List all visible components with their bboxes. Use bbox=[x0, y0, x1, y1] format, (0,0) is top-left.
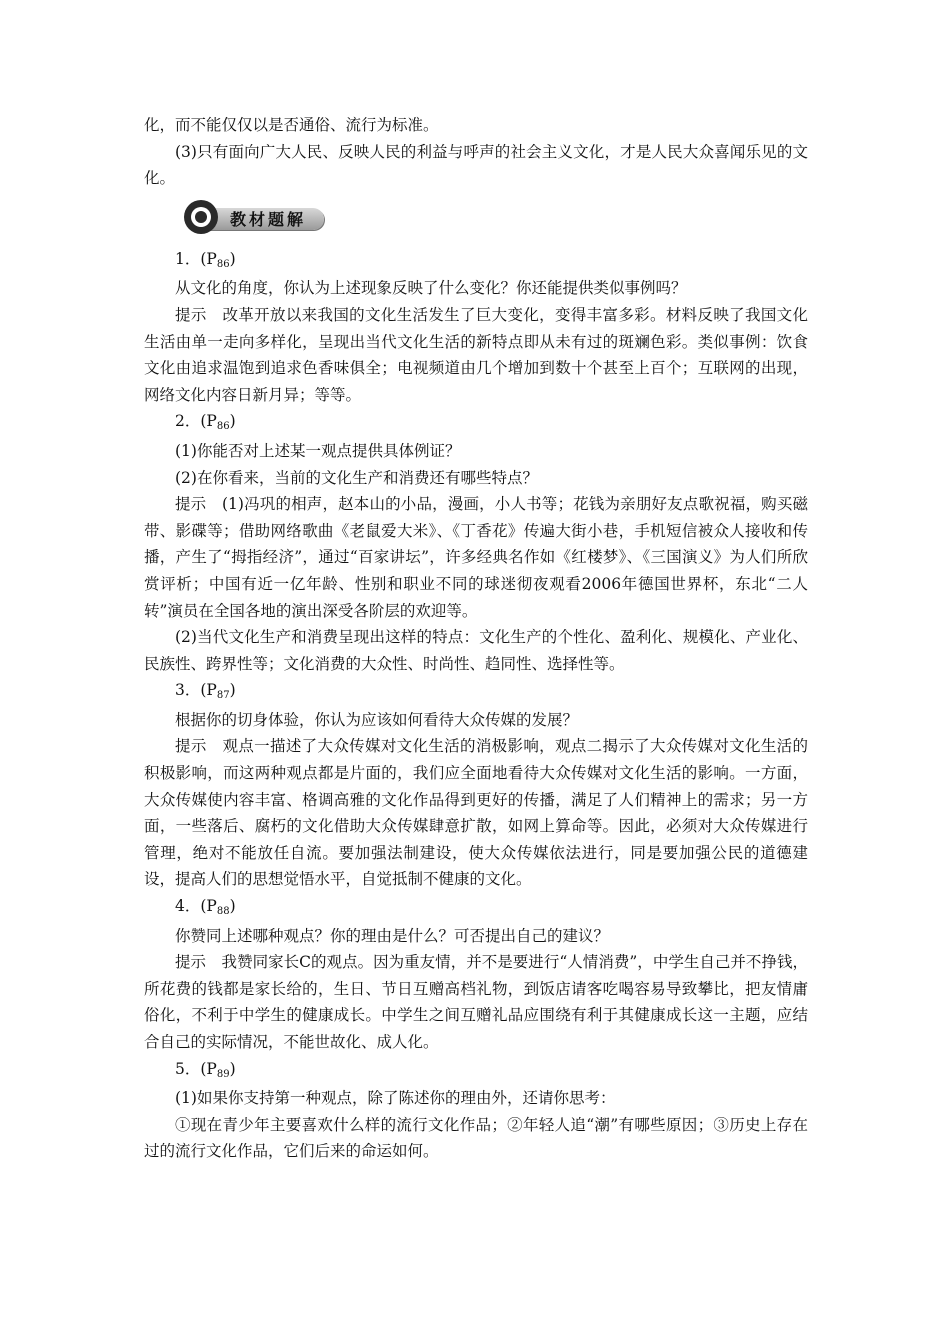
question-4-answer: 提示 我赞同家长C的观点。因为重友情，并不是要进行“人情消费”，中学生自己并不挣钱，所花费的钱都是家长给的，生日、节日互赠高档礼物，到饭店请客吃喝容易导致攀比，把友情庸俗化，不利于中学生的健康成长。中学生之间互赠礼品应围绕有利于其健康成长这一主题，应结合自己的实际情况，不能世故化、成人化。 bbox=[144, 953, 808, 1051]
question-3-text: 根据你的切身体验，你认为应该如何看待大众传媒的发展？ bbox=[175, 710, 579, 729]
question-5-part-1-prompts: ①现在青少年主要喜欢什么样的流行文化作品；②年轻人追“潮”有哪些原因；③历史上存在过的流行文化作品，它们后来的命运如何。 bbox=[144, 1115, 808, 1161]
question-4-number: 4．(P88) bbox=[175, 897, 236, 918]
question-2-part-1: (1)你能否对上述某一观点提供具体例证？ bbox=[175, 441, 461, 460]
question-2-part-2: (2)在你看来，当前的文化生产和消费还有哪些特点？ bbox=[175, 468, 538, 487]
question-1-answer: 提示 改革开放以来我国的文化生活发生了巨大变化，变得丰富多彩。材料反映了我国文化生活由单一走向多样化，呈现出当代文化生活的新特点即从未有过的斑斓色彩。类似事例：饮食文化由追求温饱到追求色香味俱全；电视频道由几个增加到数十个甚至上百个；互联网的出现，网络文化内容日新月异；等等。 bbox=[144, 305, 808, 404]
document-page bbox=[144, 112, 808, 1165]
section-title: 教材题解 bbox=[230, 209, 307, 229]
section-badge bbox=[184, 198, 324, 236]
question-2-answer-1: 提示 (1)冯巩的相声，赵本山的小品，漫画，小人书等；花钱为亲朋好友点歌祝福，购买磁带、影碟等；借助网络歌曲《老鼠爱大米》、《丁香花》传遍大街小巷，手机短信被众人接收和传播，产生了“拇指经济”，通过“百家讲坛”，许多经典名作如《红楼梦》、《三国演义》为人们所欣赏评析；中国有近一亿年龄、性别和职业不同的球迷彻夜观看2006年德国世界杯，东北“二人转”演员在全国各地的演出深受各阶层的欢迎等。 bbox=[144, 495, 808, 620]
question-3-answer: 提示 观点一描述了大众传媒对文化生活的消极影响，观点二揭示了大众传媒对文化生活的积极影响，而这两种观点都是片面的，我们应全面地看待大众传媒对文化生活的影响。一方面，大众传媒使内容丰富、格调高雅的文化作品得到更好的传播，满足了人们精神上的需求；另一方面，一些落后、腐朽的文化借助大众传媒肆意扩散，如网上算命等。因此，必须对大众传媒进行管理，绝对不能放任自流。要加强法制建设，使大众传媒依法进行，同是要加强公民的道德建设，提高人们的思想觉悟水平，自觉抵制不健康的文化。 bbox=[144, 737, 808, 889]
question-2-answer-2: (2)当代文化生产和消费呈现出这样的特点：文化生产的个性化、盈利化、规模化、产业化、民族性、跨界性等；文化消费的大众性、时尚性、趋同性、选择性等。 bbox=[144, 628, 808, 673]
question-1-number: 1．(P86) bbox=[175, 249, 236, 270]
question-4-text: 你赞同上述哪种观点？你的理由是什么？可否提出自己的建议？ bbox=[175, 926, 610, 945]
question-5-part-1: (1)如果你支持第一种观点，除了陈述你的理由外，还请你思考： bbox=[175, 1089, 616, 1108]
badge-circle-core bbox=[195, 211, 207, 223]
intro-continued-line: 化，而不能仅仅以是否通俗、流行为标准。 bbox=[144, 116, 439, 134]
question-1-text: 从文化的角度，你认为上述现象反映了什么变化？你还能提供类似事例吗？ bbox=[175, 279, 687, 298]
question-5-number: 5．(P89) bbox=[175, 1059, 236, 1080]
intro-point-3: (3)只有面向广大人民、反映人民的利益与呼声的社会主义文化，才是人民大众喜闻乐见的文化。 bbox=[144, 142, 808, 188]
question-3-number: 3．(P87) bbox=[175, 681, 236, 702]
question-2-number: 2．(P86) bbox=[175, 412, 236, 433]
